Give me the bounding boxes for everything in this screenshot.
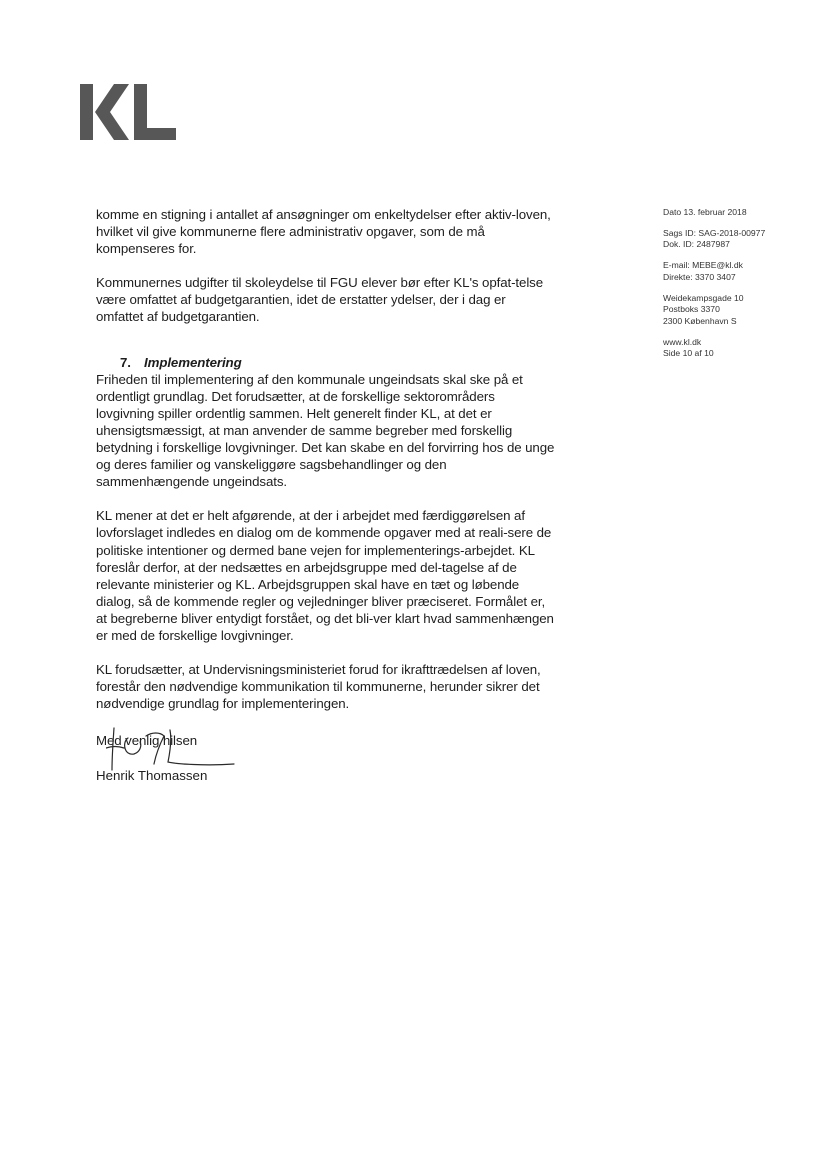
case-id-row bbox=[663, 228, 813, 240]
section-heading bbox=[96, 354, 556, 371]
paragraph: Friheden til implementering af den kommunale ungeindsats skal ske på et ordentligt grundlag. Det forudsætter, at de forskellige sektorområders lovgivning spiller ordentlig sammen. Helt generelt finder KL, at det er uhensigtsmæssigt, at man anvender de samme begreber med forskellig betydning i forskellige lovgivninger. Det kan skabe en del forvirring hos de unge og deres familier og vanskeliggøre sagsbehandlinger og den sammenhængende ungeindsats. bbox=[96, 371, 555, 490]
section-number: 7. bbox=[120, 354, 131, 370]
handwritten-signature bbox=[106, 724, 236, 774]
paragraph: Kommunernes udgifter til skoleydelse til FGU elever bør efter KL's opfat-telse være omfattet af budgetgarantien, idet de erstatter ydelser, der i dag er omfattet af budgetgarantien. bbox=[96, 275, 544, 325]
section-title: Implementering bbox=[144, 354, 242, 370]
signer-name: Henrik Thomassen bbox=[96, 768, 208, 783]
paragraph: komme en stigning i antallet af ansøgninger om enkeltydelser efter aktiv-loven, hvilket vil give kommunerne flere administrativ opgaver, som de må kompenseres for. bbox=[96, 207, 551, 257]
date-row bbox=[663, 207, 813, 219]
doc-id-value: 2487987 bbox=[696, 239, 730, 250]
phone-row bbox=[663, 272, 813, 284]
case-id-label: Sags ID: bbox=[663, 227, 696, 238]
address-line: Postboks 3370 bbox=[663, 304, 720, 315]
doc-id-row bbox=[663, 239, 813, 251]
address-line: 2300 København S bbox=[663, 315, 737, 326]
kl-logo bbox=[80, 84, 176, 142]
doc-id-label: Dok. ID: bbox=[663, 239, 695, 250]
sidebar-metadata bbox=[663, 207, 813, 369]
email-value: MEBE@kl.dk bbox=[692, 260, 743, 271]
case-id-value: SAG-2018-00977 bbox=[698, 227, 766, 238]
email-label: E-mail: bbox=[663, 260, 690, 271]
letter-body bbox=[96, 206, 556, 749]
page-number: Side 10 af 10 bbox=[663, 348, 714, 359]
address-line: Weidekampsgade 10 bbox=[663, 292, 744, 303]
paragraph: KL forudsætter, at Undervisningsministeriet forud for ikrafttrædelsen af loven, forestår den nødvendige kommunikation til kommunerne, herunder sikrer det nødvendige grundlag for implementeringen. bbox=[96, 662, 541, 712]
date-value: 13. februar 2018 bbox=[683, 207, 747, 217]
date-label: Dato bbox=[663, 207, 682, 217]
paragraph: KL mener at det er helt afgørende, at der i arbejdet med færdiggørelsen af lovforslaget indledes en dialog om de kommende opgaver med at reali-sere de politiske intentioner og dermed bane vejen for implementerings-arbejdet. KL foreslår derfor, at der nedsættes en arbejdsgruppe med del-tagelse af de relevante ministerier og KL. Arbejdsgruppen skal have en tæt og løbende dialog, så de kommende regler og vejledninger bliver præciseret. Formålet er, at begreberne bliver entydigt forstået, og det bli-ver klart hvad sammenhængen er med de forskellige lovgivninger. bbox=[96, 508, 554, 643]
website: www.kl.dk bbox=[663, 336, 702, 347]
closing-greeting: Med venlig hilsen bbox=[96, 733, 198, 749]
phone-value: 3370 3407 bbox=[695, 271, 736, 282]
email-row bbox=[663, 260, 813, 272]
phone-label: Direkte: bbox=[663, 271, 693, 282]
